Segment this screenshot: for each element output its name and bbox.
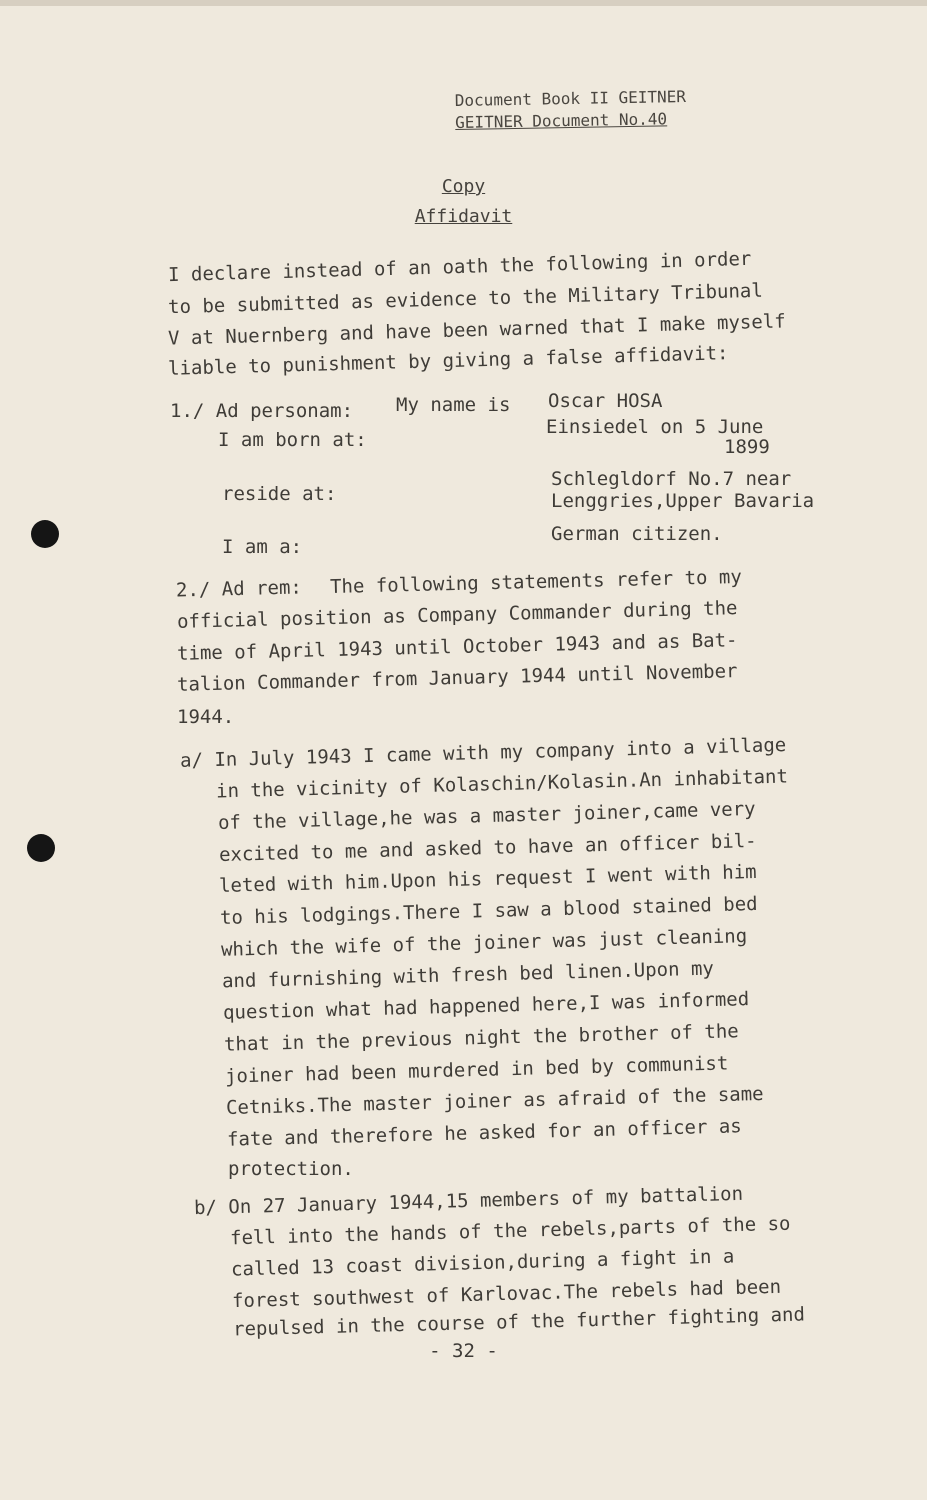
copy-label: Copy <box>441 176 486 197</box>
intro-line: to be submitted as evidence to the Military Tribunal <box>167 279 764 319</box>
punch-hole-top <box>31 520 59 548</box>
para-a-line: leted with him.Upon his request I went with him <box>218 860 757 898</box>
para-a-line: and furnishing with fresh bed linen.Upon my <box>221 957 715 993</box>
reside-value: Lenggries,Upper Bavaria <box>551 490 815 512</box>
para-b-line: fell into the hands of the rebels,parts of the so <box>229 1212 791 1250</box>
rem-line: 1944. <box>177 706 235 728</box>
para-a-line: that in the previous night the brother of the <box>223 1020 739 1056</box>
reside-value: Schlegldorf No.7 near <box>551 468 792 490</box>
para-a-line: question what had happened here,I was informed <box>222 988 750 1024</box>
para-a-line: to his lodgings.There I saw a blood stained bed <box>219 892 758 930</box>
personam-label: 1./ Ad personam: <box>170 400 354 422</box>
intro-line: I declare instead of an oath the following in order <box>167 247 752 287</box>
name-value: Oscar HOSA <box>548 390 663 412</box>
born-year: 1899 <box>724 436 770 458</box>
document-header <box>455 86 687 134</box>
born-label: I am born at: <box>218 429 367 451</box>
rem-line: talion Commander from January 1944 until November <box>176 660 738 696</box>
rem-label: 2./ Ad rem: <box>175 576 303 602</box>
para-a-line: Cetniks.The master joiner as afraid of the same <box>225 1082 764 1120</box>
name-label: My name is <box>396 394 511 416</box>
header-book-line: Document Book II GEITNER <box>454 86 687 111</box>
punch-hole-bottom <box>27 834 55 862</box>
para-a-line: a/ In July 1943 I came with my company into a village <box>179 734 787 772</box>
reside-label: reside at: <box>222 483 337 505</box>
citizen-value: German citizen. <box>551 523 723 545</box>
rem-line: official position as Company Commander during the <box>176 597 738 633</box>
intro-line: V at Nuernberg and have been warned that I make myself <box>167 310 786 350</box>
para-a-line: joiner had been murdered in bed by communist <box>224 1052 729 1088</box>
intro-line: liable to punishment by giving a false affidavit: <box>167 342 729 380</box>
para-b-line: b/ On 27 January 1944,15 members of my battalion <box>193 1182 744 1220</box>
para-b-line: repulsed in the course of the further fighting and <box>232 1303 806 1341</box>
para-a-line: of the village,he was a master joiner,came very <box>217 797 756 835</box>
para-b-line: called 13 coast division,during a fight in a <box>230 1245 735 1281</box>
rem-line: The following statements refer to my <box>329 565 743 599</box>
citizen-label: I am a: <box>222 536 303 558</box>
para-a-line: in the vicinity of Kolaschin/Kolasin.An inhabitant <box>215 765 789 803</box>
para-a-line: protection. <box>228 1158 354 1180</box>
para-a-line: which the wife of the joiner was just cleaning <box>220 925 748 961</box>
rem-line: time of April 1943 until October 1943 and as Bat- <box>176 629 738 665</box>
para-a-line: excited to me and asked to have an officer bil- <box>218 829 757 867</box>
page-number: - 32 - <box>429 1340 498 1362</box>
header-document-number: GEITNER Document No.40 <box>455 109 668 133</box>
born-value: Einsiedel on 5 June <box>546 416 764 438</box>
para-b-line: forest southwest of Karlovac.The rebels had been <box>231 1275 782 1313</box>
affidavit-title: Affidavit <box>414 206 513 227</box>
para-a-line: fate and therefore he asked for an officer as <box>226 1115 742 1151</box>
